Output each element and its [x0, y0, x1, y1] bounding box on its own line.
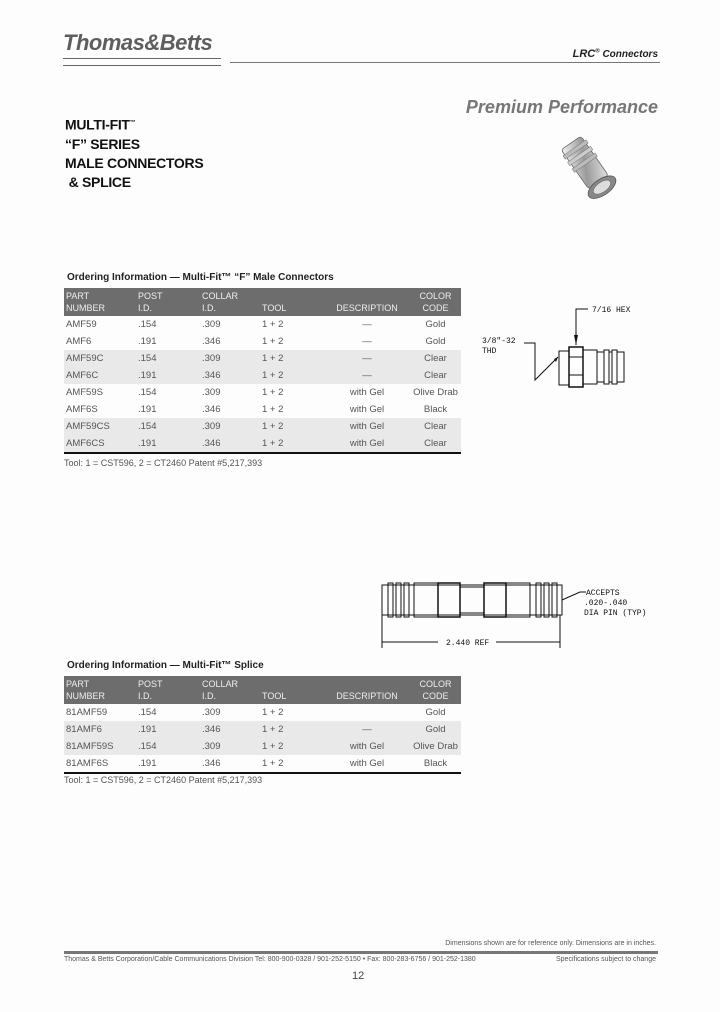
registered-mark: ®	[595, 48, 600, 55]
trademark-mark: ™	[129, 120, 136, 126]
page-title	[65, 114, 203, 192]
table-row: AMF59S .154 .309 1 + 2 with Gel Olive Drab	[66, 387, 458, 398]
accepts-label-3: DIA PIN (TYP)	[584, 609, 647, 618]
col-part-number: PART NUMBER	[64, 676, 136, 704]
accepts-label-1: ACCEPTS	[586, 589, 620, 598]
table-row: 81AMF59S .154 .309 1 + 2 with Gel Olive Drab	[64, 738, 461, 755]
connector-photo	[555, 128, 627, 208]
col-post-id: POST I.D.	[136, 676, 200, 704]
col-part-number: PART NUMBER	[64, 288, 136, 316]
thomas-betts-logo: Thomas&Betts	[63, 30, 213, 55]
col-post-id: POST I.D.	[136, 288, 200, 316]
col-color-code: COLOR CODE	[410, 288, 461, 316]
dimensions-reference-note: Dimensions shown are for reference only. Dimensions are in inches.	[445, 940, 656, 947]
table-row: 81AMF6 .191 .346 1 + 2 — Gold	[64, 721, 461, 738]
thread-label-1: 3/8"-32	[482, 337, 516, 346]
table-row: 81AMF59 .154 .309 1 + 2 Gold	[66, 707, 446, 718]
table-row: AMF6CS .191 .346 1 + 2 with Gel Clear	[64, 435, 461, 453]
col-description: DESCRIPTION	[324, 676, 410, 704]
connectors-label: Connectors	[602, 49, 658, 60]
col-description: DESCRIPTION	[324, 288, 410, 316]
title-line-3: MALE CONNECTORS	[65, 154, 204, 171]
col-collar-id: COLLAR I.D.	[200, 288, 260, 316]
title-line-1: MULTI-FIT	[65, 116, 130, 133]
splice-dimension-drawing	[370, 570, 670, 660]
logo-rule-bottom	[63, 65, 221, 66]
table-header-row	[64, 676, 461, 704]
hex-label: 7/16 HEX	[592, 306, 631, 315]
table-header-row	[64, 288, 461, 316]
table-row: AMF59CS .154 .309 1 + 2 with Gel Clear	[64, 418, 461, 435]
table-row: AMF59C .154 .309 1 + 2 — Clear	[64, 350, 461, 367]
splice-tool-note: Tool: 1 = CST596, 2 = CT2460 Patent #5,217,393	[64, 775, 263, 785]
title-line-4: & SPLICE	[65, 173, 131, 190]
connectors-table-title: Ordering Information — Multi-Fit™ “F” Male Connectors	[67, 272, 334, 283]
col-tool: TOOL	[260, 676, 324, 704]
logo-rule-top	[63, 58, 221, 59]
lrc-brand: LRC	[572, 48, 596, 60]
splice-table-title: Ordering Information — Multi-Fit™ Splice	[67, 660, 264, 671]
col-tool: TOOL	[260, 288, 324, 316]
lrc-connectors-mark	[573, 48, 658, 60]
connectors-tool-note: Tool: 1 = CST596, 2 = CT2460 Patent #5,217,393	[64, 458, 263, 468]
thread-label-2: THD	[482, 347, 497, 356]
connectors-ordering-table	[64, 288, 461, 454]
title-line-2: “F” SERIES	[65, 135, 140, 152]
accepts-label-2: .020-.040	[584, 599, 628, 608]
connector-dimension-drawing	[470, 295, 670, 415]
page-number: 12	[352, 970, 365, 982]
footer-rule	[64, 951, 658, 954]
table-row: AMF59 .154 .309 1 + 2 — Gold	[66, 319, 446, 330]
company-contact-line: Thomas & Betts Corporation/Cable Communications Division Tel: 800-900-0328 / 901-252-5150 • Fax: 800-283-6756 / 901-252-1380	[64, 956, 476, 963]
table-row: 81AMF6S .191 .346 1 + 2 with Gel Black	[64, 755, 461, 773]
col-color-code: COLOR CODE	[410, 676, 461, 704]
col-collar-id: COLLAR I.D.	[200, 676, 260, 704]
splice-ordering-table	[64, 676, 461, 774]
header-rule	[230, 62, 660, 63]
specifications-note: Specifications subject to change	[555, 956, 656, 963]
premium-performance-tagline: Premium Performance	[465, 97, 658, 117]
table-row: AMF6S .191 .346 1 + 2 with Gel Black	[66, 404, 448, 415]
table-row: AMF6 .191 .346 1 + 2 — Gold	[66, 336, 446, 347]
length-label: 2.440 REF	[446, 639, 490, 648]
table-row: AMF6C .191 .346 1 + 2 — Clear	[64, 367, 461, 384]
